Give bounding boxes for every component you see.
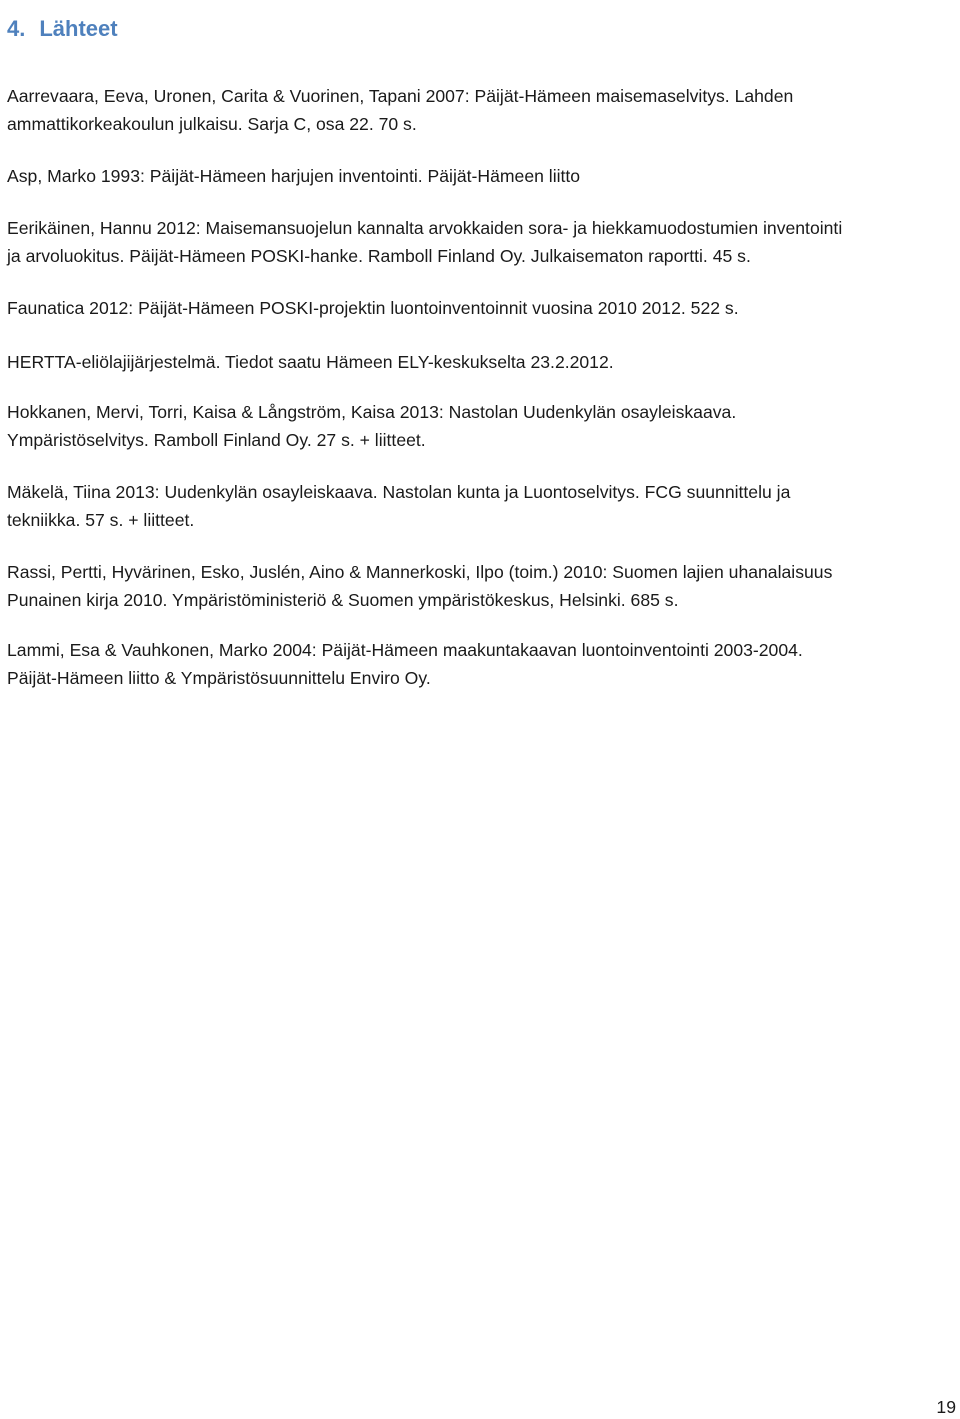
reference-line: Aarrevaara, Eeva, Uronen, Carita & Vuorinen, Tapani 2007: Päijät-Hämeen maisemaselvitys. Lahden	[7, 86, 794, 106]
reference-item	[7, 478, 957, 534]
reference-item	[7, 558, 957, 614]
page-number: 19	[936, 1397, 956, 1417]
reference-line: Asp, Marko 1993: Päijät-Hämeen harjujen inventointi. Päijät-Hämeen liitto	[7, 166, 581, 186]
reference-line: Hokkanen, Mervi, Torri, Kaisa & Långström, Kaisa 2013: Nastolan Uudenkylän osayleiskaava.	[7, 402, 737, 422]
reference-line: Eerikäinen, Hannu 2012: Maisemansuojelun kannalta arvokkaiden sora- ja hiekkamuodostumien inventointi	[7, 218, 843, 238]
section-heading	[7, 15, 118, 43]
reference-line: Punainen kirja 2010. Ympäristöministeriö & Suomen ympäristökeskus, Helsinki. 685 s.	[7, 590, 679, 610]
reference-line: ammattikorkeakoulun julkaisu. Sarja C, osa 22. 70 s.	[7, 114, 417, 134]
reference-item	[7, 636, 957, 692]
reference-item	[7, 214, 957, 270]
section-number: 4.	[7, 15, 26, 41]
reference-item	[7, 398, 957, 454]
reference-line: tekniikka. 57 s. + liitteet.	[7, 510, 195, 530]
reference-item	[7, 294, 957, 322]
reference-line: Faunatica 2012: Päijät-Hämeen POSKI-projektin luontoinventoinnit vuosina 2010 2012. 522 s.	[7, 298, 739, 318]
reference-line: ja arvoluokitus. Päijät-Hämeen POSKI-hanke. Ramboll Finland Oy. Julkaisematon raportti. 45 s.	[7, 246, 751, 266]
reference-item	[7, 82, 957, 138]
reference-line: HERTTA-eliölajijärjestelmä. Tiedot saatu Hämeen ELY-keskukselta 23.2.2012.	[7, 352, 614, 372]
reference-line: Mäkelä, Tiina 2013: Uudenkylän osayleiskaava. Nastolan kunta ja Luontoselvitys. FCG suunnittelu ja	[7, 482, 791, 502]
reference-line: Päijät-Hämeen liitto & Ympäristösuunnittelu Enviro Oy.	[7, 668, 431, 688]
reference-line: Rassi, Pertti, Hyvärinen, Esko, Juslén, Aino & Mannerkoski, Ilpo (toim.) 2010: Suomen lajien uhanalaisuus	[7, 562, 833, 582]
reference-item	[7, 348, 957, 376]
reference-line: Ympäristöselvitys. Ramboll Finland Oy. 27 s. + liitteet.	[7, 430, 426, 450]
reference-item	[7, 162, 957, 190]
reference-line: Lammi, Esa & Vauhkonen, Marko 2004: Päijät-Hämeen maakuntakaavan luontoinventointi 2003-2004.	[7, 640, 803, 660]
reference-list	[7, 82, 957, 692]
section-title: Lähteet	[39, 15, 118, 41]
